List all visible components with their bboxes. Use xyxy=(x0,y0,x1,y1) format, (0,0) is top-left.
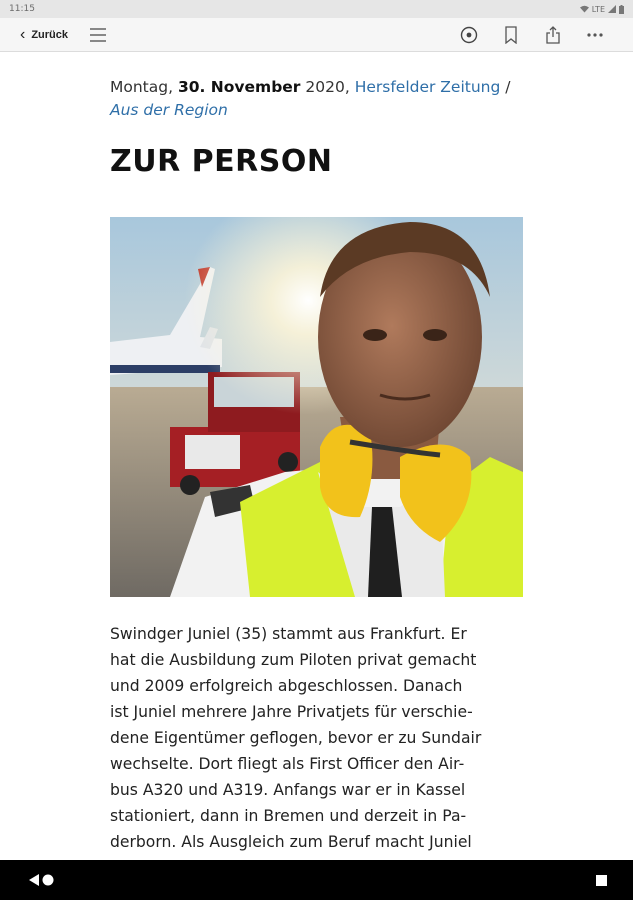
meta-day: Montag, xyxy=(110,78,178,96)
article-meta xyxy=(110,76,525,122)
target-icon xyxy=(460,26,478,44)
article-title: ZUR PERSON xyxy=(110,144,333,179)
nav-back-button[interactable] xyxy=(27,873,41,887)
nav-home-button[interactable] xyxy=(41,873,55,887)
body-line: Swindger Juniel (35) stammt aus Frankfurt. Er xyxy=(110,625,467,643)
body-line: dene Eigentümer geflogen, bevor er zu Sundair xyxy=(110,729,482,747)
back-button[interactable] xyxy=(20,27,68,43)
body-line: hat die Ausbildung zum Piloten privat gemacht xyxy=(110,651,477,669)
back-label: Zurück xyxy=(31,28,69,41)
square-recents-icon xyxy=(596,875,607,886)
status-bar xyxy=(0,0,633,18)
body-line: derborn. Als Ausgleich zum Beruf macht Juniel xyxy=(110,833,472,851)
body-line: ist Juniel mehrere Jahre Privatjets für verschie- xyxy=(110,703,473,721)
source-link[interactable]: Hersfelder Zeitung xyxy=(354,78,501,96)
article xyxy=(110,52,525,851)
meta-date: 30. November xyxy=(177,78,301,96)
signal-icon xyxy=(608,5,616,13)
body-line: und 2009 erfolgreich abgeschlossen. Danach xyxy=(110,677,463,695)
article-body xyxy=(110,621,525,855)
circle-home-icon xyxy=(42,874,54,886)
more-button[interactable] xyxy=(585,25,605,45)
body-line: wechselte. Dort fliegt als First Officer den Air- xyxy=(110,755,465,773)
nav-recents-button[interactable] xyxy=(594,873,608,887)
section-link[interactable]: Aus der Region xyxy=(110,101,228,119)
system-navigation-bar xyxy=(0,860,633,900)
triangle-back-icon xyxy=(29,874,40,886)
network-label: LTE xyxy=(591,4,605,14)
body-line: stationiert, dann in Bremen und derzeit in Pa- xyxy=(110,807,467,825)
share-button[interactable] xyxy=(543,25,563,45)
article-photo[interactable] xyxy=(110,217,523,597)
meta-year: 2020, xyxy=(300,78,355,96)
reader-toolbar xyxy=(0,18,633,52)
list-view-button[interactable] xyxy=(90,28,106,42)
share-icon xyxy=(545,26,561,44)
pilot-selfie-image xyxy=(110,217,523,597)
read-aloud-button[interactable] xyxy=(459,25,479,45)
status-icons xyxy=(580,5,624,14)
wifi-icon xyxy=(580,5,589,13)
body-line: bus A320 und A319. Anfangs war er in Kassel xyxy=(110,781,466,799)
toolbar-actions xyxy=(437,25,605,45)
more-dots-icon xyxy=(587,33,603,37)
bookmark-button[interactable] xyxy=(501,25,521,45)
status-time: 11:15 xyxy=(9,4,35,14)
bookmark-icon xyxy=(504,26,518,44)
chevron-left-icon: ‹ xyxy=(20,25,26,43)
meta-separator: / xyxy=(500,78,511,96)
battery-icon xyxy=(619,5,624,14)
